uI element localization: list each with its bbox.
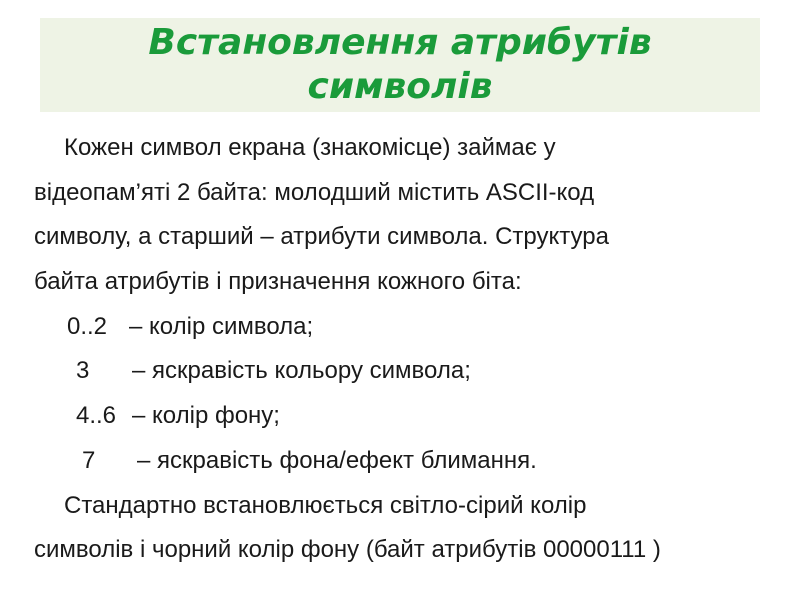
bit-range: 4..6: [76, 402, 117, 430]
slide-body: [34, 132, 794, 579]
bit-list-item: [34, 445, 794, 490]
paragraph-1-line-4: байта атрибутів і призначення кожного біта:: [34, 268, 522, 296]
bit-range: 7: [82, 446, 96, 474]
paragraph-2-line-1: Стандартно встановлюється світло-сірий колір: [64, 491, 587, 519]
bit-description: – яскравість фона/ефект блимання.: [137, 446, 537, 474]
bit-range: 0..2: [67, 312, 108, 340]
bit-description: – колір символа;: [129, 312, 314, 340]
bit-list-item: [34, 355, 794, 400]
slide-title-line-1: Встановлення атрибутів: [148, 22, 652, 63]
bit-list-item: [34, 400, 794, 445]
slide-title-line-2: символів: [307, 66, 493, 107]
paragraph-2-line-2: символів і чорний колір фону (байт атрибутів 00000111 ): [34, 536, 661, 564]
paragraph-1-line-3: символу, а старший – атрибути символа. Структура: [34, 223, 609, 251]
paragraph-1-line-2: відеопам’яті 2 байта: молодший містить ASCII-код: [34, 178, 595, 206]
bit-list-item: [34, 311, 794, 356]
paragraph-1-line-1: Кожен символ екрана (знакомісце) займає у: [64, 134, 556, 161]
bit-description: – яскравість кольору символа;: [132, 357, 471, 385]
bit-description: – колір фону;: [132, 402, 280, 430]
bit-range: 3: [76, 357, 90, 385]
slide-title-box: [40, 18, 760, 112]
